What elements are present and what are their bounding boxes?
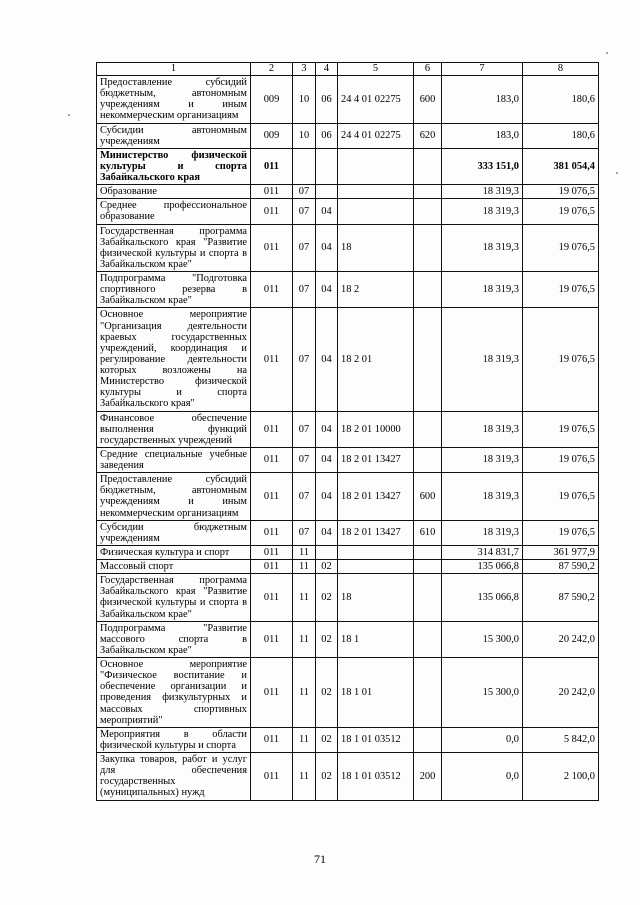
row-name-cell: Субсидии автономным учреждениям <box>97 123 251 148</box>
row-name-cell: Массовый спорт <box>97 560 251 574</box>
amount-year-1-cell: 18 319,3 <box>442 411 523 447</box>
row-name-cell: Предоставление субсидий бюджетным, автономным учреждениям и иным некоммерческим организациям <box>97 473 251 521</box>
target-article-cell: 18 2 <box>338 272 414 308</box>
subsection-code-cell: 04 <box>316 520 338 545</box>
target-article-cell: 18 2 01 13427 <box>338 520 414 545</box>
row-name-cell: Министерство физической культуры и спорта Забайкальского края <box>97 148 251 184</box>
target-article-cell: 18 2 01 <box>338 308 414 411</box>
table-header-row <box>97 63 599 76</box>
scan-speck <box>68 114 70 116</box>
subsection-code-cell: 04 <box>316 447 338 472</box>
amount-year-2-cell: 87 590,2 <box>523 574 599 622</box>
amount-year-1-cell: 18 319,3 <box>442 473 523 521</box>
target-article-cell: 18 2 01 13427 <box>338 447 414 472</box>
subsection-code-cell: 06 <box>316 76 338 124</box>
column-header: 1 <box>97 63 251 76</box>
section-code-cell: 07 <box>293 308 316 411</box>
section-code-cell: 11 <box>293 560 316 574</box>
column-header: 7 <box>442 63 523 76</box>
table-row <box>97 272 599 308</box>
row-name-cell: Субсидии бюджетным учреждениям <box>97 520 251 545</box>
section-code-cell: 10 <box>293 123 316 148</box>
expense-type-cell <box>414 185 442 199</box>
grbs-code-cell: 011 <box>251 447 293 472</box>
target-article-cell: 18 1 <box>338 621 414 657</box>
subsection-code-cell: 04 <box>316 308 338 411</box>
expense-type-cell <box>414 727 442 752</box>
table-row <box>97 520 599 545</box>
target-article-cell: 18 1 01 03512 <box>338 727 414 752</box>
table-row <box>97 658 599 728</box>
row-name-cell: Государственная программа Забайкальского края "Развитие физической культуры и спорта в Забайкальском крае" <box>97 574 251 622</box>
section-code-cell: 07 <box>293 473 316 521</box>
expense-type-cell <box>414 272 442 308</box>
expense-type-cell <box>414 621 442 657</box>
expense-type-cell: 610 <box>414 520 442 545</box>
amount-year-2-cell: 87 590,2 <box>523 560 599 574</box>
section-code-cell: 11 <box>293 621 316 657</box>
target-article-cell: 18 1 01 03512 <box>338 753 414 801</box>
section-code-cell: 07 <box>293 224 316 272</box>
section-code-cell: 07 <box>293 272 316 308</box>
amount-year-2-cell: 19 076,5 <box>523 272 599 308</box>
section-code-cell: 11 <box>293 753 316 801</box>
amount-year-2-cell: 19 076,5 <box>523 447 599 472</box>
amount-year-2-cell: 19 076,5 <box>523 224 599 272</box>
expense-type-cell: 600 <box>414 76 442 124</box>
table-row <box>97 473 599 521</box>
grbs-code-cell: 011 <box>251 272 293 308</box>
amount-year-2-cell: 5 842,0 <box>523 727 599 752</box>
expense-type-cell <box>414 545 442 559</box>
amount-year-1-cell: 183,0 <box>442 76 523 124</box>
subsection-code-cell: 04 <box>316 411 338 447</box>
subsection-code-cell: 02 <box>316 753 338 801</box>
column-header: 8 <box>523 63 599 76</box>
grbs-code-cell: 011 <box>251 520 293 545</box>
table-row <box>97 753 599 801</box>
amount-year-1-cell: 18 319,3 <box>442 447 523 472</box>
amount-year-2-cell: 180,6 <box>523 76 599 124</box>
target-article-cell: 18 <box>338 224 414 272</box>
expense-type-cell <box>414 308 442 411</box>
grbs-code-cell: 011 <box>251 727 293 752</box>
section-code-cell: 11 <box>293 727 316 752</box>
amount-year-2-cell: 361 977,9 <box>523 545 599 559</box>
amount-year-2-cell: 20 242,0 <box>523 658 599 728</box>
subsection-code-cell: 02 <box>316 621 338 657</box>
grbs-code-cell: 011 <box>251 473 293 521</box>
section-code-cell: 11 <box>293 545 316 559</box>
expense-type-cell: 620 <box>414 123 442 148</box>
table-row <box>97 447 599 472</box>
scan-speck <box>606 52 608 54</box>
amount-year-2-cell: 381 054,4 <box>523 148 599 184</box>
amount-year-2-cell: 19 076,5 <box>523 185 599 199</box>
amount-year-2-cell: 2 100,0 <box>523 753 599 801</box>
expense-type-cell: 600 <box>414 473 442 521</box>
section-code-cell: 10 <box>293 76 316 124</box>
grbs-code-cell: 011 <box>251 308 293 411</box>
target-article-cell <box>338 199 414 224</box>
section-code-cell: 07 <box>293 520 316 545</box>
grbs-code-cell: 011 <box>251 658 293 728</box>
row-name-cell: Образование <box>97 185 251 199</box>
target-article-cell <box>338 545 414 559</box>
table-row <box>97 545 599 559</box>
column-header: 3 <box>293 63 316 76</box>
column-header: 5 <box>338 63 414 76</box>
table-row <box>97 185 599 199</box>
subsection-code-cell <box>316 185 338 199</box>
subsection-code-cell <box>316 148 338 184</box>
subsection-code-cell <box>316 545 338 559</box>
target-article-cell: 18 2 01 10000 <box>338 411 414 447</box>
amount-year-1-cell: 135 066,8 <box>442 574 523 622</box>
amount-year-2-cell: 19 076,5 <box>523 199 599 224</box>
table-row <box>97 574 599 622</box>
amount-year-2-cell: 19 076,5 <box>523 473 599 521</box>
expense-type-cell <box>414 148 442 184</box>
row-name-cell: Подпрограмма "Развитие массового спорта в Забайкальском крае" <box>97 621 251 657</box>
column-header: 2 <box>251 63 293 76</box>
grbs-code-cell: 011 <box>251 411 293 447</box>
section-code-cell: 07 <box>293 185 316 199</box>
row-name-cell: Финансовое обеспечение выполнения функций государственных учреждений <box>97 411 251 447</box>
expense-type-cell <box>414 574 442 622</box>
target-article-cell: 24 4 01 02275 <box>338 76 414 124</box>
amount-year-1-cell: 314 831,7 <box>442 545 523 559</box>
table-row <box>97 308 599 411</box>
section-code-cell: 07 <box>293 411 316 447</box>
grbs-code-cell: 011 <box>251 574 293 622</box>
grbs-code-cell: 011 <box>251 224 293 272</box>
amount-year-2-cell: 180,6 <box>523 123 599 148</box>
amount-year-1-cell: 0,0 <box>442 727 523 752</box>
row-name-cell: Предоставление субсидий бюджетным, автономным учреждениям и иным некоммерческим организациям <box>97 76 251 124</box>
target-article-cell: 24 4 01 02275 <box>338 123 414 148</box>
budget-table <box>96 62 599 801</box>
expense-type-cell <box>414 411 442 447</box>
column-header: 4 <box>316 63 338 76</box>
amount-year-2-cell: 19 076,5 <box>523 520 599 545</box>
table-row <box>97 621 599 657</box>
target-article-cell: 18 2 01 13427 <box>338 473 414 521</box>
row-name-cell: Основное мероприятие "Физическое воспитание и обеспечение организации и проведения физкультурных и массовых спортивных мероприятий" <box>97 658 251 728</box>
amount-year-1-cell: 15 300,0 <box>442 621 523 657</box>
amount-year-2-cell: 19 076,5 <box>523 308 599 411</box>
amount-year-1-cell: 333 151,0 <box>442 148 523 184</box>
section-code-cell: 11 <box>293 574 316 622</box>
amount-year-1-cell: 18 319,3 <box>442 272 523 308</box>
amount-year-1-cell: 18 319,3 <box>442 199 523 224</box>
grbs-code-cell: 011 <box>251 560 293 574</box>
grbs-code-cell: 011 <box>251 185 293 199</box>
amount-year-1-cell: 18 319,3 <box>442 224 523 272</box>
subsection-code-cell: 04 <box>316 199 338 224</box>
section-code-cell: 07 <box>293 199 316 224</box>
amount-year-2-cell: 20 242,0 <box>523 621 599 657</box>
subsection-code-cell: 02 <box>316 658 338 728</box>
target-article-cell: 18 1 01 <box>338 658 414 728</box>
table-row <box>97 148 599 184</box>
grbs-code-cell: 011 <box>251 621 293 657</box>
grbs-code-cell: 011 <box>251 545 293 559</box>
row-name-cell: Подпрограмма "Подготовка спортивного резерва в Забайкальском крае" <box>97 272 251 308</box>
subsection-code-cell: 02 <box>316 560 338 574</box>
table-body <box>97 76 599 801</box>
table-row <box>97 727 599 752</box>
table-row <box>97 560 599 574</box>
amount-year-1-cell: 135 066,8 <box>442 560 523 574</box>
amount-year-2-cell: 19 076,5 <box>523 411 599 447</box>
row-name-cell: Физическая культура и спорт <box>97 545 251 559</box>
subsection-code-cell: 02 <box>316 727 338 752</box>
table-row <box>97 411 599 447</box>
target-article-cell <box>338 148 414 184</box>
table-row <box>97 199 599 224</box>
row-name-cell: Мероприятия в области физической культуры и спорта <box>97 727 251 752</box>
expense-type-cell <box>414 447 442 472</box>
grbs-code-cell: 009 <box>251 76 293 124</box>
target-article-cell: 18 <box>338 574 414 622</box>
target-article-cell <box>338 560 414 574</box>
row-name-cell: Средние специальные учебные заведения <box>97 447 251 472</box>
subsection-code-cell: 04 <box>316 224 338 272</box>
section-code-cell: 07 <box>293 447 316 472</box>
target-article-cell <box>338 185 414 199</box>
table-row <box>97 76 599 124</box>
row-name-cell: Государственная программа Забайкальского края "Развитие физической культуры и спорта в Забайкальском крае" <box>97 224 251 272</box>
subsection-code-cell: 02 <box>316 574 338 622</box>
section-code-cell <box>293 148 316 184</box>
grbs-code-cell: 011 <box>251 148 293 184</box>
table-row <box>97 123 599 148</box>
row-name-cell: Среднее профессиональное образование <box>97 199 251 224</box>
column-header: 6 <box>414 63 442 76</box>
expense-type-cell: 200 <box>414 753 442 801</box>
expense-type-cell <box>414 560 442 574</box>
expense-type-cell <box>414 199 442 224</box>
amount-year-1-cell: 18 319,3 <box>442 185 523 199</box>
amount-year-1-cell: 18 319,3 <box>442 308 523 411</box>
amount-year-1-cell: 15 300,0 <box>442 658 523 728</box>
page-number: 71 <box>314 852 326 866</box>
table-row <box>97 224 599 272</box>
subsection-code-cell: 04 <box>316 272 338 308</box>
grbs-code-cell: 011 <box>251 199 293 224</box>
grbs-code-cell: 011 <box>251 753 293 801</box>
subsection-code-cell: 04 <box>316 473 338 521</box>
row-name-cell: Закупка товаров, работ и услуг для обеспечения государственных (муниципальных) нужд <box>97 753 251 801</box>
scan-speck <box>616 172 618 174</box>
amount-year-1-cell: 18 319,3 <box>442 520 523 545</box>
subsection-code-cell: 06 <box>316 123 338 148</box>
row-name-cell: Основное мероприятие "Организация деятельности краевых государственных учреждений, координация и регулирование деятельности которых возложены на Министерство физической культуры и спорта Забайкальского края" <box>97 308 251 411</box>
expense-type-cell <box>414 658 442 728</box>
amount-year-1-cell: 0,0 <box>442 753 523 801</box>
amount-year-1-cell: 183,0 <box>442 123 523 148</box>
expense-type-cell <box>414 224 442 272</box>
section-code-cell: 11 <box>293 658 316 728</box>
grbs-code-cell: 009 <box>251 123 293 148</box>
